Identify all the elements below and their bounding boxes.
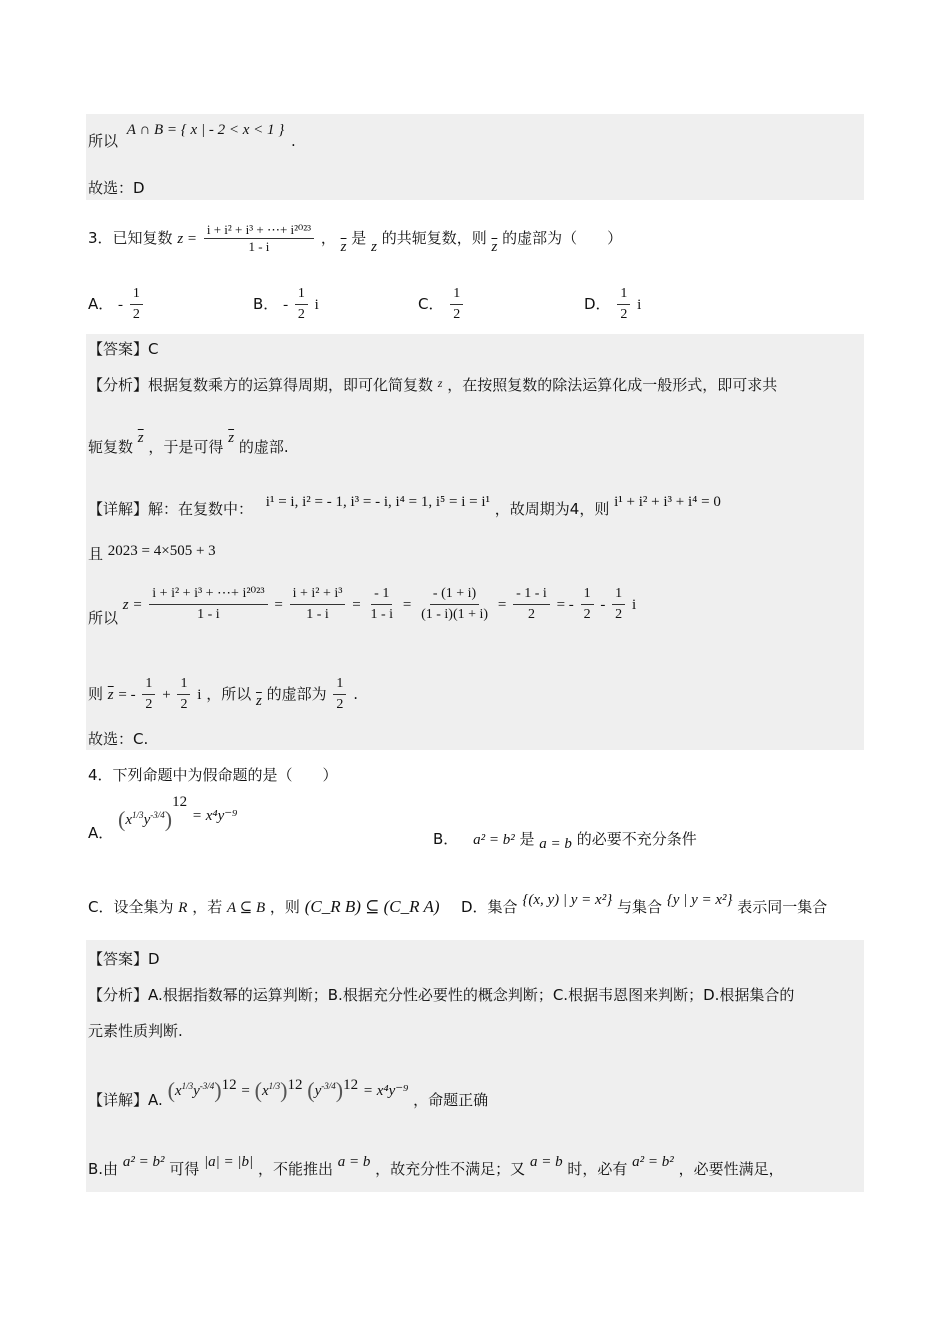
frac-num: 1 — [581, 584, 594, 605]
z-conj: $\overline{z}$ — [228, 430, 235, 446]
text: B.由 — [88, 1160, 119, 1178]
option-label: C．设全集为 — [88, 898, 174, 916]
option-label: B． — [253, 295, 279, 313]
frac-den: 2 — [615, 607, 623, 622]
outer-exponent: 12 — [343, 1077, 359, 1093]
calc-frac-1 — [149, 584, 267, 625]
text: 【详解】A. — [88, 1091, 163, 1109]
half-frac — [333, 674, 346, 715]
half-frac — [142, 674, 155, 715]
set2-expr: {y | y = x²} — [666, 892, 733, 908]
frac-den: 2 — [453, 307, 461, 322]
text: 的虚部为 — [266, 685, 327, 703]
q4-option-c[interactable] — [88, 896, 440, 917]
option-fraction — [617, 284, 630, 325]
complement-expr: (C_R B) ⊆ (C_R A) — [304, 897, 440, 916]
q4-detail-b-line — [88, 1154, 784, 1181]
frac-den: 2 — [527, 607, 535, 622]
text: 可得 — [169, 1160, 200, 1178]
frac-num: 1 — [450, 284, 463, 305]
q4-answer: 【答案】D — [88, 950, 160, 968]
frac-num: 1 — [177, 674, 190, 695]
q3-answer: 【答案】C — [88, 340, 159, 358]
q3-option-c[interactable] — [418, 284, 465, 325]
frac-num: 1 — [612, 584, 625, 605]
option-label: A． — [88, 295, 114, 313]
q3-choice: 故选：C. — [88, 730, 149, 748]
text: ，于是可得 — [148, 438, 224, 456]
option-sign: - — [283, 297, 289, 313]
text: 【分析】根据复数乘方的运算得周期，即可化简复数 — [88, 376, 434, 394]
text: i — [631, 597, 637, 613]
text: 则 — [88, 685, 104, 703]
z-lhs: z = — [177, 231, 198, 247]
option-label: C． — [418, 295, 444, 313]
frac-num: 1 — [130, 284, 143, 305]
text: ，故周期为4，则 — [494, 500, 610, 518]
rhs-expr: = x⁴y⁻⁹ — [362, 1083, 409, 1099]
text: ，故充分性不满足；又 — [375, 1160, 526, 1178]
text: 的虚部. — [238, 438, 289, 456]
frac-den: 2 — [620, 307, 628, 322]
text: = - — [556, 597, 574, 613]
z-sym: z — [437, 376, 443, 390]
universal-set: R — [178, 900, 188, 916]
option-label: D．集合 — [461, 898, 518, 916]
text: . — [291, 132, 296, 150]
period-expr: 2023 = 4×505 + 3 — [107, 543, 216, 559]
text: 所以 — [88, 132, 119, 150]
subset-expr: A ⊆ B — [227, 900, 266, 916]
option-suffix: i — [314, 297, 319, 313]
expr: a² = b² — [122, 1154, 165, 1170]
q4-option-a[interactable]: A． $(x^{1/3}y^{-3/4})^{12} = x^4y^{-9}$ — [88, 794, 238, 842]
half-frac — [177, 674, 190, 715]
q4-analysis-line1: 【分析】A.根据指数幂的运算判断；B.根据充分性必要性的概念判断；C.根据韦恩图来判断；D.根据集合的 — [88, 986, 795, 1004]
option-fraction — [450, 284, 463, 325]
text: 时，必有 — [567, 1160, 628, 1178]
q3-detail-line — [88, 494, 721, 521]
frac-num: 1 — [617, 284, 630, 305]
intersection-expr: A ∩ B = { x | - 2 < x < 1 } — [126, 122, 285, 138]
text: . — [353, 685, 358, 703]
q4-solution-block — [86, 940, 864, 1192]
text: ， — [320, 229, 336, 247]
half-frac — [581, 584, 594, 625]
option-fraction — [130, 284, 143, 325]
frac-num: - 1 - i — [513, 584, 550, 605]
power-cycle-expr: i¹ = i, i² = - 1, i³ = - i, i⁴ = 1, i⁵ = i = i¹ — [265, 494, 490, 510]
text: 轭复数 — [88, 438, 134, 456]
q4-detail-a-line: 【详解】A. $(x^{1/3}y^{-3/4})^{12} = (x^{1/3})^{12}$ $(y^{-3/4})^{12} = x^4y^{-9}$ ，命题正确 — [88, 1077, 489, 1109]
frac-den: 1 - i — [306, 607, 329, 622]
calc-frac-2 — [290, 584, 346, 625]
z-conj: $\overline{z}$ — [340, 239, 347, 255]
text: 的虚部为（ ） — [502, 229, 623, 247]
z-conj: $\overline{z}$ — [137, 430, 144, 446]
rhs-expr: = x⁴y⁻⁹ — [191, 808, 238, 824]
calc-frac-3 — [367, 584, 396, 625]
set1-expr: {(x, y) | y = x²} — [522, 892, 613, 908]
outer-exponent: 12 — [221, 1077, 237, 1093]
option-label: A． — [88, 824, 114, 842]
q4-analysis-line2: 元素性质判断. — [88, 1022, 183, 1040]
q4-option-b[interactable] — [433, 828, 697, 852]
text: ，不能推出 — [257, 1160, 333, 1178]
b-expr1: a² = b² — [473, 832, 515, 848]
option-fraction — [295, 284, 308, 325]
text: + — [162, 687, 171, 703]
text: - — [600, 597, 606, 613]
text: ，在按照复数的除法运算化成一般形式，即可求共 — [447, 376, 778, 394]
outer-exponent: 12 — [172, 794, 188, 810]
half-frac — [612, 584, 625, 625]
frac-den: 1 - i — [248, 239, 270, 254]
q4-option-d[interactable] — [461, 892, 828, 917]
option-sign: - — [118, 297, 124, 313]
frac-num: 1 — [142, 674, 155, 695]
q3-analysis-line2 — [88, 430, 289, 459]
text: ，命题正确 — [413, 1091, 489, 1109]
prev-conclusion-line — [88, 122, 296, 150]
text: 表示同一集合 — [737, 898, 828, 916]
q4-stem: 4．下列命题中为假命题的是（ ） — [88, 766, 338, 784]
frac-num: 1 — [295, 284, 308, 305]
text: ，则 — [269, 898, 300, 916]
text: 且 — [88, 545, 104, 563]
text: ，所以 — [206, 685, 252, 703]
z-lhs: z = — [122, 597, 143, 613]
option-suffix: i — [637, 297, 642, 313]
z-conj: $\overline{z}$ — [107, 687, 114, 703]
calc-frac-4 — [418, 584, 491, 625]
frac-den: 2 — [180, 697, 188, 712]
frac-den: 2 — [297, 307, 305, 322]
z-conj: $\overline{z}$ — [255, 693, 262, 709]
q3-qie-line — [88, 543, 216, 566]
q3-then-line — [88, 674, 358, 715]
q3-option-d[interactable] — [584, 284, 641, 325]
q3-option-b[interactable] — [253, 284, 319, 325]
option-label: D． — [584, 295, 611, 313]
text: 【详解】解：在复数中： — [88, 500, 254, 518]
frac-num: 1 — [333, 674, 346, 695]
expr: a = b — [529, 1154, 563, 1170]
frac-num: - 1 — [371, 584, 392, 605]
q3-stem-prefix: 3．已知复数 — [88, 229, 173, 247]
sum-zero-expr: i¹ + i² + i³ + i⁴ = 0 — [614, 494, 721, 510]
frac-den: 1 - i — [370, 607, 394, 622]
frac-den: 2 — [132, 307, 140, 322]
frac-num: - (1 + i) — [430, 584, 479, 605]
z-conj: $\overline{z}$ — [491, 239, 498, 255]
text: 是 — [351, 229, 367, 247]
outer-exponent: 12 — [287, 1077, 303, 1093]
frac-num: i + i² + i³ + ⋯+ i²⁰²³ — [204, 222, 314, 239]
prev-choice: 故选：D — [88, 179, 145, 197]
text: 所以 — [88, 609, 119, 627]
z-sym: z — [371, 239, 377, 255]
frac-den: 2 — [145, 697, 153, 712]
text: 的必要不充分条件 — [576, 830, 697, 848]
text: = - — [118, 687, 136, 703]
text: i — [197, 687, 202, 703]
q3-option-a[interactable] — [88, 284, 145, 325]
text: 是 — [519, 830, 535, 848]
text: ，必要性满足， — [678, 1160, 784, 1178]
text: = — [241, 1083, 250, 1099]
frac-num: i + i² + i³ + ⋯+ i²⁰²³ — [149, 584, 267, 605]
frac-den: (1 - i)(1 + i) — [421, 607, 489, 622]
frac-den: 2 — [336, 697, 344, 712]
q3-fraction — [204, 222, 314, 255]
frac-den: 1 - i — [197, 607, 220, 622]
expr: a = b — [337, 1154, 371, 1170]
calc-frac-5 — [513, 584, 550, 625]
frac-den: 2 — [583, 607, 591, 622]
expr: |a| = |b| — [204, 1154, 254, 1170]
q3-calc-line: 所以 z = $\frac{\text{i + i² + i³ + ⋯+ i²⁰²³}}{1 - i}$ = $\frac{\text{i + i² + i³}}{1 - i}$ = $\frac{- 1}{1 - i}$ = $\frac{- (1 + i)}{(1 - i)(1 + i)}$ = $\frac{- 1 - i}{2}$ = - $\frac{1}{2}$ - $\frac{1}{2}$ i — [88, 586, 637, 627]
frac-num: i + i² + i³ — [290, 584, 346, 605]
text: ，若 — [192, 898, 223, 916]
text: 与集合 — [617, 898, 663, 916]
text: 的共轭复数，则 — [381, 229, 487, 247]
q3-stem — [88, 222, 622, 255]
expr: a² = b² — [632, 1154, 674, 1170]
option-label: B． — [433, 830, 459, 848]
q3-analysis-line1 — [88, 374, 777, 397]
b-expr2: a = b — [539, 836, 572, 852]
